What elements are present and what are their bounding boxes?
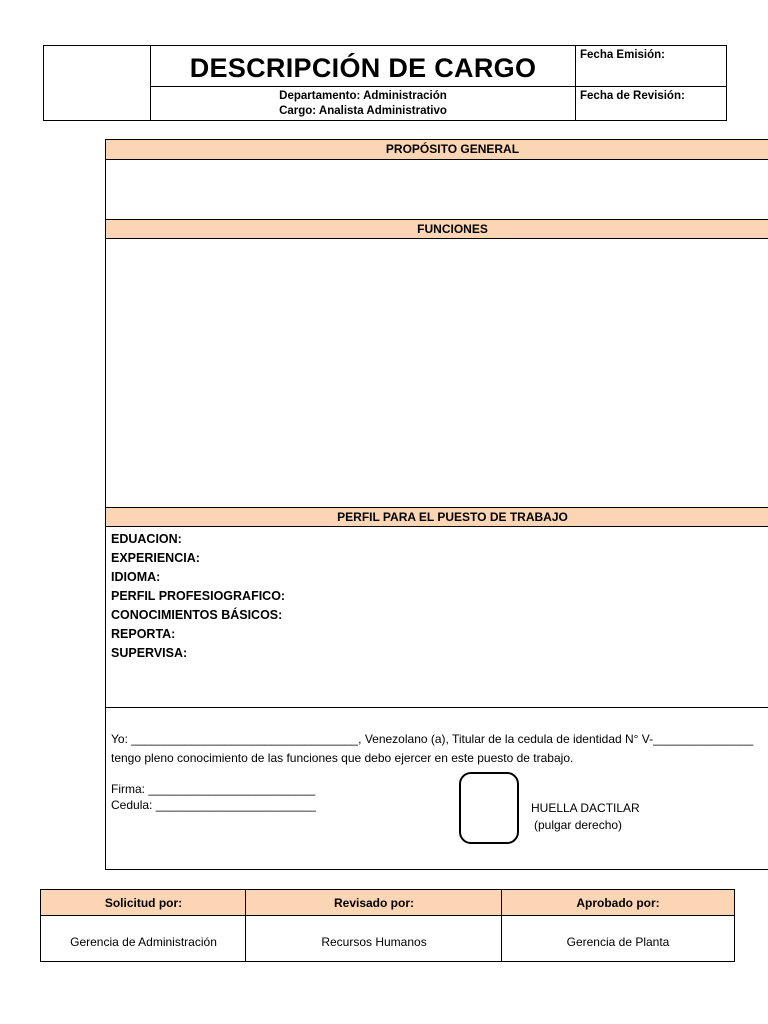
revision-date-field[interactable] bbox=[576, 87, 726, 120]
profile-field-reports-to[interactable]: REPORTA: bbox=[111, 627, 176, 641]
position-info-cell bbox=[151, 87, 576, 120]
document-title: DESCRIPCIÓN DE CARGO bbox=[189, 52, 537, 83]
approval-table bbox=[40, 889, 735, 962]
job-description-form bbox=[105, 139, 768, 870]
declaration-line-2: tengo pleno conocimiento de las funciones que debo ejercer en este puesto de trabajo. bbox=[111, 751, 574, 765]
reviewed-by-header: Revisado por: bbox=[333, 896, 414, 910]
document-header bbox=[43, 45, 727, 121]
profile-fields bbox=[111, 530, 285, 663]
fingerprint-hint: (pulgar derecho) bbox=[534, 818, 623, 832]
signature-block bbox=[111, 781, 316, 813]
requested-by-value: Gerencia de Administración bbox=[70, 934, 217, 949]
requested-by-header: Solicitud por: bbox=[104, 896, 183, 910]
revision-date-label: Fecha de Revisión: bbox=[580, 90, 685, 102]
approved-by-value: Gerencia de Planta bbox=[566, 934, 670, 949]
declaration-text bbox=[111, 730, 753, 768]
declaration-line-1[interactable]: Yo: __________________________________, Venezolano (a), Titular de la cedula de identidad N° V-_______________ bbox=[111, 732, 754, 746]
department-label: Departamento: Administración bbox=[279, 89, 447, 102]
title-cell bbox=[151, 46, 576, 87]
profile-field-education[interactable]: EDUACION: bbox=[111, 532, 182, 546]
issue-date-field[interactable] bbox=[576, 46, 726, 87]
logo-cell bbox=[44, 46, 151, 120]
profile-field-experience[interactable]: EXPERIENCIA: bbox=[111, 551, 200, 565]
fingerprint-label: HUELLA DACTILAR bbox=[531, 801, 640, 815]
profile-field-professional-profile[interactable]: PERFIL PROFESIOGRAFICO: bbox=[111, 589, 286, 603]
approved-by-header: Aprobado por: bbox=[576, 896, 660, 910]
profile-field-language[interactable]: IDIOMA: bbox=[111, 570, 161, 584]
functions-section-header: FUNCIONES bbox=[106, 219, 768, 239]
purpose-section-header: PROPÓSITO GENERAL bbox=[106, 140, 768, 160]
section-divider bbox=[106, 707, 768, 708]
profile-section-header: PERFIL PARA EL PUESTO DE TRABAJO bbox=[106, 507, 768, 527]
fingerprint-caption bbox=[531, 800, 640, 834]
profile-field-basic-knowledge[interactable]: CONOCIMIENTOS BÁSICOS: bbox=[111, 608, 283, 622]
fingerprint-box bbox=[459, 772, 519, 844]
position-label: Cargo: Analista Administrativo bbox=[279, 104, 447, 117]
signature-field[interactable]: Firma: _________________________ bbox=[111, 782, 316, 796]
issue-date-label: Fecha Emisión: bbox=[580, 49, 665, 61]
profile-field-supervises[interactable]: SUPERVISA: bbox=[111, 646, 188, 660]
id-number-field[interactable]: Cedula: ________________________ bbox=[111, 798, 316, 812]
reviewed-by-value: Recursos Humanos bbox=[321, 934, 427, 949]
